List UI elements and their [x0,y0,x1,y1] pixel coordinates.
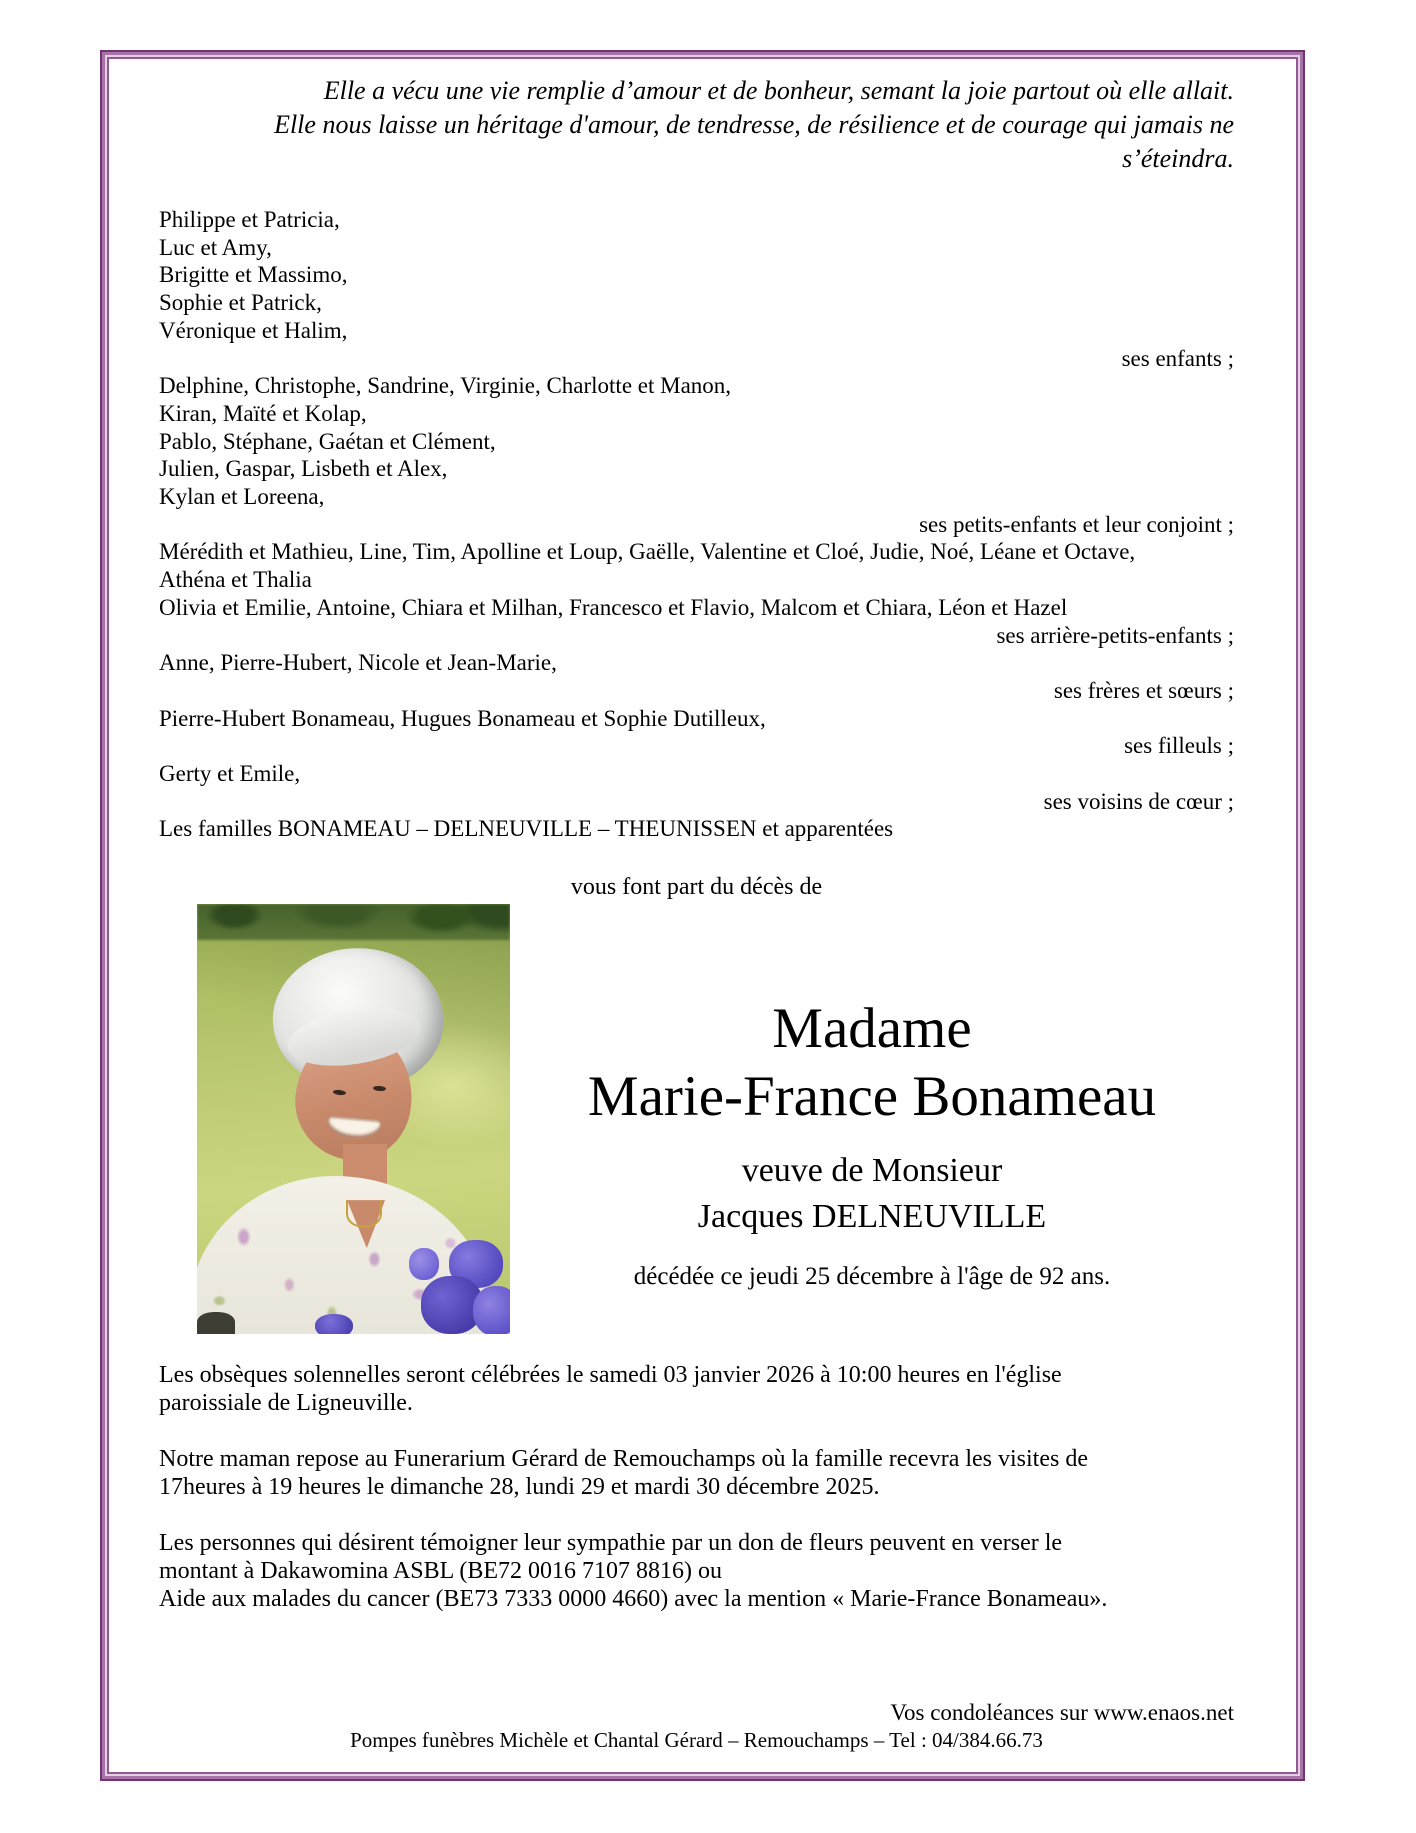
family-line: ses filleuls ; [1124,733,1234,759]
family-line: Julien, Gaspar, Lisbeth et Alex, [159,456,448,482]
family-line: Olivia et Emilie, Antoine, Chiara et Milhan, Francesco et Flavio, Malcom et Chiara, Léon et Hazel [159,594,1068,620]
salutation: Madame [772,997,972,1061]
paragraph-line: 17heures à 19 heures le dimanche 28, lundi 29 et mardi 30 décembre 2025. [159,1474,880,1501]
family-line: Delphine, Christophe, Sandrine, Virginie, Charlotte et Manon, [159,373,732,399]
family-line: Kiran, Maïté et Kolap, [159,400,367,426]
deceased-title-block [510,904,1234,1292]
funeral-service-paragraph [159,1361,1234,1417]
memorial-quote-line: Elle a vécu une vie remplie d’amour et de bonheur, semant la joie partout où elle allait. [323,76,1234,105]
family-line: ses enfants ; [1121,345,1234,371]
page-content [111,61,1294,1770]
family-line: ses frères et sœurs ; [1053,677,1234,703]
portrait-photo [197,904,510,1334]
donations-paragraph [159,1529,1234,1613]
paragraph-line: Notre maman repose au Funerarium Gérard de Remouchamps où la famille recevra les visites de [159,1446,1088,1473]
visitation-paragraph [159,1445,1234,1501]
memorial-quote [159,74,1234,176]
family-line: Anne, Pierre-Hubert, Nicole et Jean-Marie, [159,650,557,676]
family-line: Pierre-Hubert Bonameau, Hugues Bonameau et Sophie Dutilleux, [159,705,766,731]
family-line: Athéna et Thalia [159,567,312,593]
widow-of-line: veuve de Monsieur [741,1152,1003,1190]
family-line: Les familles BONAMEAU – DELNEUVILLE – THEUNISSEN et apparentées [159,816,894,842]
family-line: Pablo, Stéphane, Gaétan et Clément, [159,428,496,454]
paragraph-line: montant à Dakawomina ASBL (BE72 0016 7107 8816) ou [159,1558,723,1585]
photo-dark-corner [197,1312,235,1334]
condolences-line: Vos condoléances sur www.enaos.net [890,1700,1234,1726]
deceased-name: Marie-France Bonameau [587,1065,1157,1129]
decorative-border-frame [100,50,1305,1781]
family-names-list [159,206,1234,843]
photo-purple-petunia [315,1314,353,1334]
photo-and-title-row [159,904,1234,1334]
announcement-line: vous font part du décès de [570,874,823,901]
family-line: Philippe et Patricia, [159,207,340,232]
paragraph-line: Aide aux malades du cancer (BE73 7333 0000 4660) avec la mention « Marie-France Bonameau». [159,1586,1108,1613]
memorial-quote-line: s’éteindra. [1122,144,1234,173]
photo-purple-petunia [409,1248,439,1280]
death-date-line: décédée ce jeudi 25 décembre à l'âge de 92 ans. [633,1263,1111,1291]
photo-gold-necklace [346,1200,382,1228]
family-line: Luc et Amy, [159,234,272,260]
funeral-home-line: Pompes funèbres Michèle et Chantal Gérard – Remouchamps – Tel : 04/384.66.73 [350,1728,1043,1753]
family-line: Gerty et Emile, [159,761,301,787]
memorial-quote-line: Elle nous laisse un héritage d'amour, de tendresse, de résilience et de courage qui jamais ne [274,110,1234,139]
family-line: ses petits-enfants et leur conjoint ; [919,511,1234,537]
family-line: Kylan et Loreena, [159,484,325,510]
family-line: Véronique et Halim, [159,317,348,343]
family-line: ses voisins de cœur ; [1043,788,1234,814]
family-line: ses arrière-petits-enfants ; [996,622,1234,648]
family-line: Sophie et Patrick, [159,290,322,316]
photo-hedge-treeline [197,904,510,940]
photo-purple-petunia [473,1286,510,1334]
late-husband-name: Jacques DELNEUVILLE [697,1198,1047,1236]
paragraph-line: Les obsèques solennelles seront célébrées le samedi 03 janvier 2026 à 10:00 heures en l'église [159,1362,1062,1389]
family-line: Mérédith et Mathieu, Line, Tim, Apolline et Loup, Gaëlle, Valentine et Cloé, Judie, Noé, Léane et Octave, [159,539,1136,565]
family-line: Brigitte et Massimo, [159,262,348,288]
paragraph-line: Les personnes qui désirent témoigner leur sympathie par un don de fleurs peuvent en verser le [159,1530,1063,1557]
paragraph-line: paroissiale de Ligneuville. [159,1390,413,1417]
